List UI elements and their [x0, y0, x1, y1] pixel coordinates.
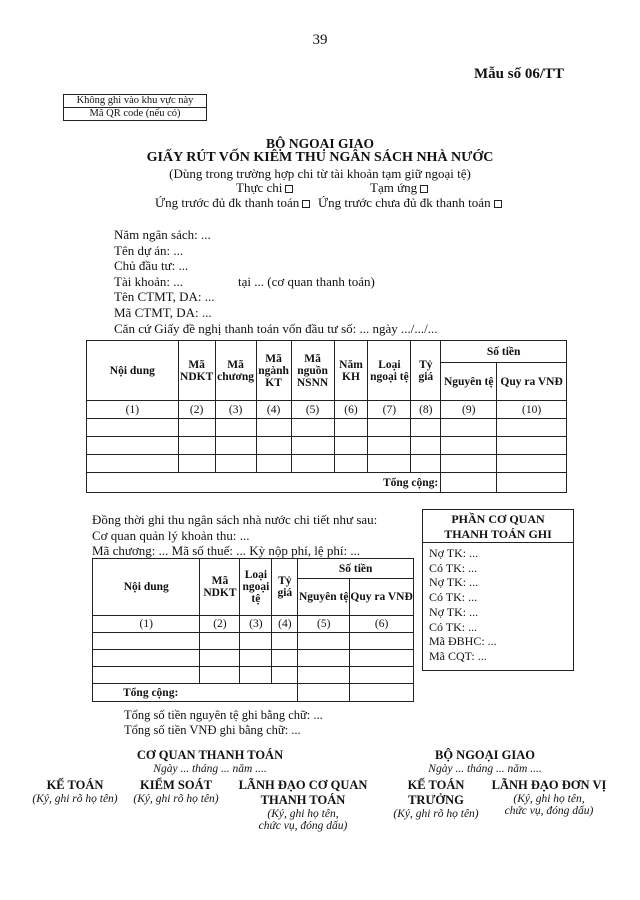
simultaneous-line2: Cơ quan quản lý khoản thu: ... [92, 527, 250, 543]
kiem-soat-title: KIỂM SOÁT [140, 778, 212, 792]
form-fields [114, 227, 438, 336]
index-cell: (8) [411, 401, 441, 419]
table-total-row [93, 684, 414, 702]
field-can-cu: Căn cứ Giấy đề nghị thanh toán vốn đầu tư số: ... ngày .../.../... [114, 320, 438, 336]
form-subtitle: (Dùng trong trường hợp chi từ tài khoản tạm giữ ngoại tệ) [169, 166, 471, 181]
index-cell: (6) [334, 401, 368, 419]
page-number: 39 [312, 32, 328, 48]
kt-truong-title2: TRƯỞNG [408, 793, 464, 807]
index-cell: (1) [87, 401, 179, 419]
note-box [63, 94, 207, 121]
index-cell: (2) [178, 401, 215, 419]
left-org-name: CƠ QUAN THANH TOÁN [136, 748, 284, 762]
account-line: Nợ TK: ... [429, 575, 479, 590]
checkbox-icon[interactable] [302, 200, 310, 208]
field-ten-ctmt: Tên CTMT, DA: ... [114, 289, 215, 305]
col-nguyen-te: Nguyên tệ [298, 579, 350, 616]
ke-toan-title: KẾ TOÁN [46, 778, 104, 792]
signature-org-left [110, 748, 310, 775]
col-loai-ngoai-te: Loại ngoại tệ [240, 559, 272, 616]
accounting-box-title [423, 512, 573, 542]
accounting-title-line2: THANH TOÁN GHI [444, 527, 552, 541]
note-box-line2: Mã QR code (nếu có) [64, 107, 206, 120]
col-ma-nguon-nsnn: Mã nguồn NSNN [291, 341, 334, 401]
checkbox-icon[interactable] [285, 185, 293, 193]
table-index-row [87, 401, 567, 419]
option-thuc-chi-label: Thực chi [236, 180, 283, 195]
index-cell: (4) [272, 616, 298, 633]
lanh-dao-dv-note1: (Ký, ghi họ tên, [513, 793, 585, 805]
amount-in-words [124, 708, 323, 738]
lanh-dao-dv-title: LÃNH ĐẠO ĐƠN VỊ [491, 778, 607, 792]
field-tai-co-quan: tại ... (cơ quan thanh toán) [238, 273, 375, 289]
col-ma-ndkt: Mã NDKT [200, 559, 240, 616]
account-line: Có TK: ... [429, 590, 478, 605]
col-nam-kh: Năm KH [334, 341, 368, 401]
main-table [86, 340, 567, 493]
index-cell: (4) [256, 401, 291, 419]
checkbox-icon[interactable] [494, 200, 502, 208]
index-cell: (3) [240, 616, 272, 633]
signature-lanh-dao-don-vi [484, 778, 614, 817]
kiem-soat-note: (Ký, ghi rõ họ tên) [133, 793, 219, 805]
col-quy-ra-vnd: Quy ra VNĐ [350, 579, 414, 616]
index-cell: (7) [368, 401, 411, 419]
table-row [87, 437, 567, 455]
table-row [87, 455, 567, 473]
table-row [93, 667, 414, 684]
index-cell: (1) [93, 616, 200, 633]
lanh-dao-dv-note2: chức vụ, đóng dấu) [504, 805, 594, 817]
signature-lanh-dao-co-quan [228, 778, 378, 832]
form-code: Mẫu số 06/TT [474, 66, 565, 82]
option-ung-truoc-du-label: Ứng trước đủ đk thanh toán [155, 195, 300, 210]
table-row [87, 419, 567, 437]
account-line: Mã CQT: ... [429, 648, 487, 663]
field-nam-ngan-sach: Năm ngân sách: ... [114, 227, 211, 242]
accounting-title-line1: PHẦN CƠ QUAN [451, 512, 545, 526]
index-cell: (10) [497, 401, 567, 419]
field-tai-khoan-value: Tài khoản: ... [114, 273, 183, 289]
accounting-lines [423, 542, 573, 667]
kt-truong-title1: KẾ TOÁN [407, 778, 465, 792]
amount-words-foreign: Tổng số tiền nguyên tệ ghi bằng chữ: ... [124, 708, 323, 722]
col-nguyen-te: Nguyên tệ [441, 363, 497, 401]
index-cell: (5) [291, 401, 334, 419]
ministry-heading: BỘ NGOẠI GIAO [265, 136, 374, 151]
option-tam-ung-label: Tạm ứng [370, 180, 418, 195]
table-total-row [87, 473, 567, 493]
col-ma-nganh-kt: Mã ngành KT [256, 341, 291, 401]
signature-ke-toan [20, 778, 130, 805]
ke-toan-note: (Ký, ghi rõ họ tên) [32, 793, 118, 805]
index-cell: (5) [298, 616, 350, 633]
lanh-dao-cq-note1: (Ký, ghi họ tên, [267, 808, 339, 820]
option-tam-ung[interactable] [370, 180, 428, 196]
table-index-row [93, 616, 414, 633]
col-ty-gia: Tỷ giá [411, 341, 441, 401]
field-ma-ctmt: Mã CTMT, DA: ... [114, 304, 212, 320]
account-line: Nợ TK: ... [429, 546, 479, 560]
account-line: Có TK: ... [429, 560, 478, 575]
left-org-date: Ngày ... tháng ... năm .... [153, 763, 267, 775]
account-line: Có TK: ... [429, 619, 478, 634]
account-line: Mã ĐBHC: ... [429, 634, 497, 649]
index-cell: (3) [215, 401, 256, 419]
account-line: Nợ TK: ... [429, 604, 479, 619]
signature-kiem-soat [128, 778, 224, 805]
form-title: GIẤY RÚT VỐN KIÊM THU NGÂN SÁCH NHÀ NƯỚC [146, 150, 494, 165]
total-label: Tổng cộng: [87, 473, 441, 493]
option-ung-truoc-chua-du[interactable] [318, 195, 502, 211]
field-chu-dau-tu: Chủ đầu tư: ... [114, 258, 189, 274]
lanh-dao-cq-note2: chức vụ, đóng dấu) [258, 820, 348, 832]
revenue-table [92, 558, 414, 702]
option-ung-truoc-chua-du-label: Ứng trước chưa đủ đk thanh toán [318, 195, 491, 210]
simultaneous-line3: Mã chương: ... Mã số thuế: ... Kỳ nộp phí, lệ phí: ... [92, 543, 361, 558]
lanh-dao-cq-title1: LÃNH ĐẠO CƠ QUAN [238, 778, 368, 792]
table-row [93, 650, 414, 667]
option-thuc-chi[interactable] [236, 180, 293, 196]
col-so-tien: Số tiền [298, 559, 414, 579]
right-org-date: Ngày ... tháng ... năm .... [428, 763, 542, 775]
lanh-dao-cq-title2: THANH TOÁN [260, 793, 346, 807]
table-row [93, 633, 414, 650]
index-cell: (6) [350, 616, 414, 633]
col-ty-gia: Tỷ giá [272, 559, 298, 616]
col-ma-ndkt: Mã NDKT [178, 341, 215, 401]
col-ma-chuong: Mã chương [215, 341, 256, 401]
amount-words-vnd: Tổng số tiền VNĐ ghi bằng chữ: ... [124, 723, 301, 737]
right-org-name: BỘ NGOẠI GIAO [434, 748, 535, 762]
simultaneous-section [92, 512, 377, 559]
col-noi-dung: Nội dung [87, 341, 179, 401]
field-ten-du-an: Tên dự án: ... [114, 242, 184, 258]
col-noi-dung: Nội dung [93, 559, 200, 616]
checkbox-icon[interactable] [420, 185, 428, 193]
note-box-line1: Không ghi vào khu vực này [76, 95, 194, 106]
signature-org-right [410, 748, 560, 775]
option-ung-truoc-du[interactable] [155, 195, 310, 211]
field-tai-khoan [114, 274, 438, 290]
simultaneous-line1: Đồng thời ghi thu ngân sách nhà nước chi tiết như sau: [92, 512, 378, 527]
col-loai-ngoai-te: Loại ngoại tệ [368, 341, 411, 401]
index-cell: (9) [441, 401, 497, 419]
kt-truong-note: (Ký, ghi rõ họ tên) [393, 808, 479, 820]
col-quy-ra-vnd: Quy ra VNĐ [497, 363, 567, 401]
col-so-tien: Số tiền [441, 341, 567, 363]
index-cell: (2) [200, 616, 240, 633]
signature-ke-toan-truong [388, 778, 484, 820]
accounting-box [422, 509, 574, 671]
total-label: Tổng cộng: [93, 684, 298, 702]
